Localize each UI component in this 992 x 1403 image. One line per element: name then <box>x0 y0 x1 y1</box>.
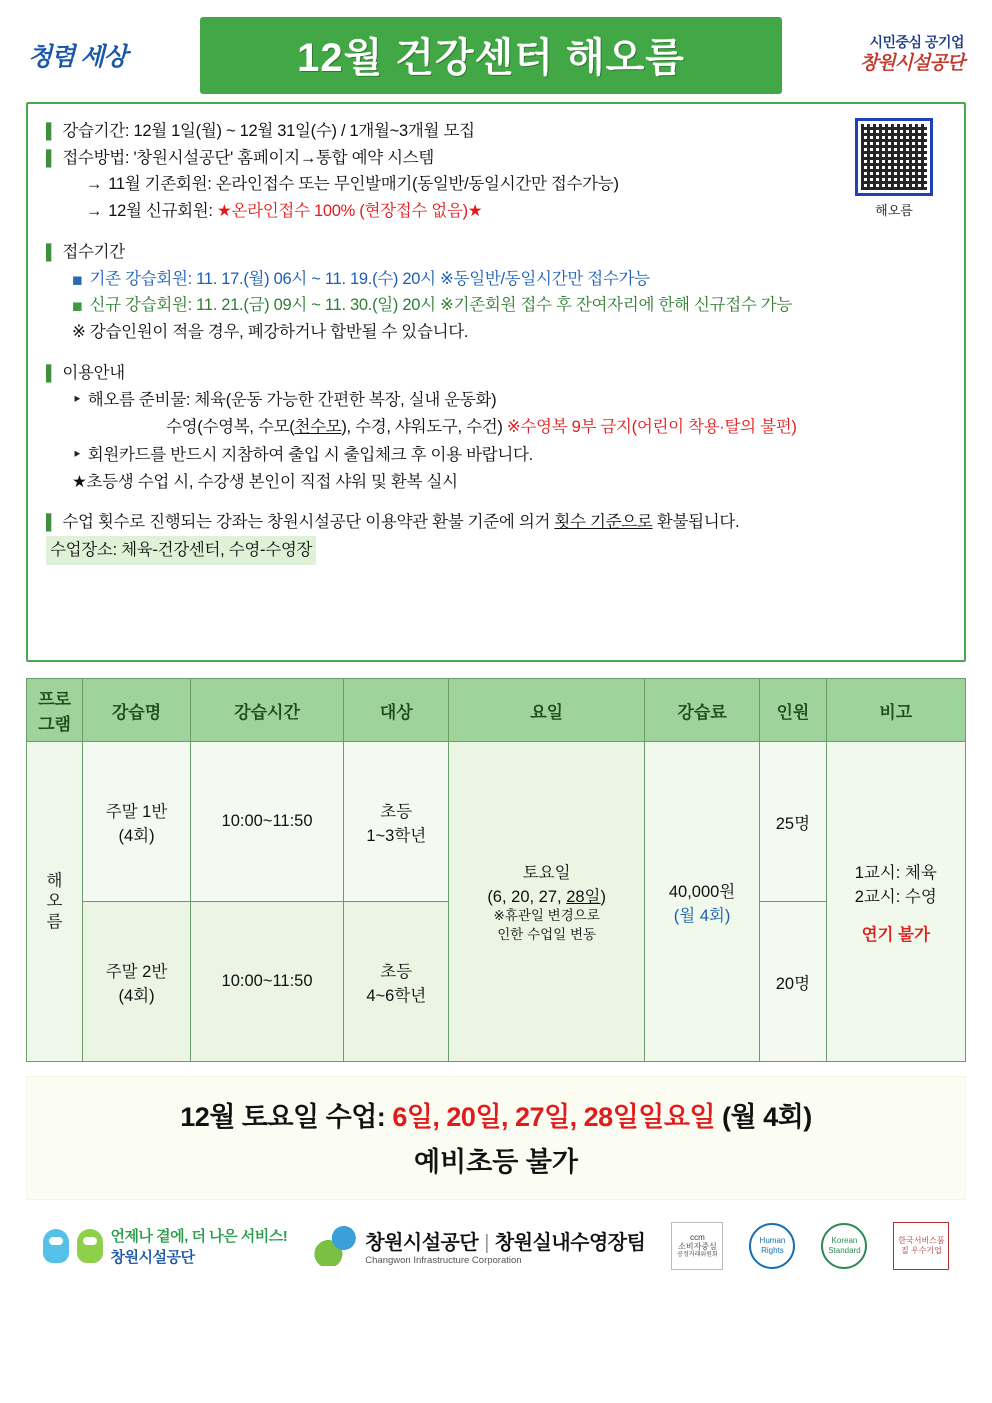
footnote-date-28: 28일 <box>583 1102 639 1132</box>
swoosh-icon <box>313 1226 357 1266</box>
courses-table <box>26 678 966 1062</box>
reception-title: ▌ 접수기간 <box>46 239 946 266</box>
mascot-green-icon <box>77 1229 103 1263</box>
cert-ccm-icon: ccm 소비자중심 공정거래위원회 <box>671 1222 723 1270</box>
cheongnyeom-logo <box>28 37 188 73</box>
footer-slogan-2: 창원시설공단 <box>110 1249 195 1266</box>
refund-underline: 횟수 기준으로 <box>554 513 653 532</box>
usage-item-3: ★초등생 수업 시, 수강생 본인이 직접 샤워 및 환복 실시 <box>72 472 458 491</box>
qr-caption: 해오름 <box>875 203 913 218</box>
qr-code-icon[interactable] <box>855 118 933 196</box>
refund-policy: ▌ 수업 횟수로 진행되는 강좌는 창원시설공단 이용약관 환불 기준에 의거 횟수 기준으로 환불됩니다. <box>46 509 946 536</box>
usage-swimsuit-warning: ※수영복 9부 금지(어린이 착용·탈의 불편) <box>506 418 797 437</box>
footer-slogan-1: 언제나 곁에, 더 나은 서비스! <box>110 1228 288 1245</box>
footer-divider: | <box>484 1232 489 1254</box>
corp-slogan: 시민중심 공기업 <box>869 34 964 51</box>
footnote-box <box>26 1076 966 1200</box>
cert-ks-icon: 한국서비스품질 우수기업 <box>893 1222 949 1270</box>
th-program: 프로 그램 <box>27 679 83 742</box>
usage-item-1b: 수영(수영복, 수모(천수모), 수경, 샤워도구, 수건) ※수영복 9부 금지(어린이 착용·탈의 불편) <box>166 418 797 437</box>
cell-day: 토요일 (6, 20, 27, 28일) ※휴관일 변경으로 인한 수업일 변동 <box>449 742 644 1062</box>
cell-capacity-2: 20명 <box>760 902 826 1062</box>
usage-item-2: ‣ 회원카드를 반드시 지참하여 출입 시 출입체크 후 이용 바랍니다. <box>46 441 946 469</box>
logo-left-text: 청렴 세상 <box>28 43 127 71</box>
notice-box <box>26 102 966 662</box>
usage-underline-cheonsumo: 천수모 <box>294 418 342 437</box>
cell-class-name-1: 주말 1반 (4회) <box>83 742 191 902</box>
reception-existing: ◼ 기존 강습회원: 11. 17.(월) 06시 ~ 11. 19.(수) 20시 ※동일반/동일시간만 접수가능 <box>46 266 946 293</box>
notice-apply-nov: → 11월 기존회원: 온라인접수 또는 무인발매기(동일반/동일시간만 접수가능) <box>46 171 946 198</box>
th-capacity: 인원 <box>760 679 826 742</box>
footer-logos <box>22 1222 970 1270</box>
cell-remark: 1교시: 체육 2교시: 수영 연기 불가 <box>826 742 966 1062</box>
cert-service-icon: Korean Standard <box>821 1223 867 1269</box>
usage-title: ▌ 이용안내 <box>46 360 946 387</box>
title-banner <box>200 17 782 94</box>
page-title: 12월 건강센터 해오름 <box>297 35 685 80</box>
mascot-blue-icon <box>43 1229 69 1263</box>
mascot-logo <box>43 1225 288 1267</box>
qr-block <box>846 118 942 219</box>
table-header-row <box>27 679 966 742</box>
reception-note: ※ 강습인원이 적을 경우, 폐강하거나 합반될 수 있습니다. <box>72 323 469 342</box>
th-class-time: 강습시간 <box>191 679 344 742</box>
remark-no-postpone: 연기 불가 <box>861 925 930 944</box>
footer-corp-team: 창원실내수영장팀 <box>494 1232 646 1254</box>
table-row <box>27 742 966 902</box>
notice-apply-method: ▌ 접수방법: '창원시설공단' 홈페이지→통합 예약 시스템 <box>46 145 946 172</box>
cell-class-name-2: 주말 2반 (4회) <box>83 902 191 1062</box>
corp-name-calligraphy: 창원시설공단 <box>859 52 964 74</box>
notice-period: ▌ 강습기간: 12월 1일(월) ~ 12월 31일(수) / 1개월~3개월 모집 <box>46 118 946 145</box>
th-day: 요일 <box>449 679 644 742</box>
poster-header <box>22 0 970 96</box>
th-target: 대상 <box>344 679 449 742</box>
notice-apply-dec-highlight: ★온라인접수 100% (현장접수 없음)★ <box>217 202 483 221</box>
th-class-name: 강습명 <box>83 679 191 742</box>
cell-target-1: 초등 1~3학년 <box>344 742 449 902</box>
reception-new: ◼ 신규 강습회원: 11. 21.(금) 09시 ~ 11. 30.(일) 20시 ※기존회원 접수 후 잔여자리에 한해 신규접수 가능 <box>46 292 946 319</box>
footnote-line-1: 12월 토요일 수업: 6일, 20일, 27일, 28일일요일 (월 4회) <box>180 1102 812 1132</box>
footnote-line-2: 예비초등 불가 <box>414 1147 578 1177</box>
th-remark: 비고 <box>826 679 966 742</box>
footer-corp-name: 창원시설공단 <box>365 1232 479 1254</box>
cell-fee: 40,000원 (월 4회) <box>644 742 759 1062</box>
cell-time-1: 10:00~11:50 <box>191 742 344 902</box>
th-fee: 강습료 <box>644 679 759 742</box>
class-place: 수업장소: 체육-건강센터, 수영-수영장 <box>46 536 946 565</box>
cell-time-2: 10:00~11:50 <box>191 902 344 1062</box>
changwon-corp-logo <box>794 34 964 75</box>
day-date-highlight: 28일 <box>566 888 601 907</box>
notice-apply-dec: → 12월 신규회원: ★온라인접수 100% (현장접수 없음)★ <box>46 198 946 225</box>
cell-target-2: 초등 4~6학년 <box>344 902 449 1062</box>
cell-program: 해 오 름 <box>27 742 83 1062</box>
usage-item-1: ‣ 해오름 준비물: 체육(운동 가능한 간편한 복장, 실내 운동화) <box>46 386 946 414</box>
cert-human-rights-icon: Human Rights <box>749 1223 795 1269</box>
footer-corp-sub: Changwon Infrastructure Corporation <box>365 1255 522 1266</box>
corp-wordmark <box>313 1226 645 1266</box>
cell-capacity-1: 25명 <box>760 742 826 902</box>
